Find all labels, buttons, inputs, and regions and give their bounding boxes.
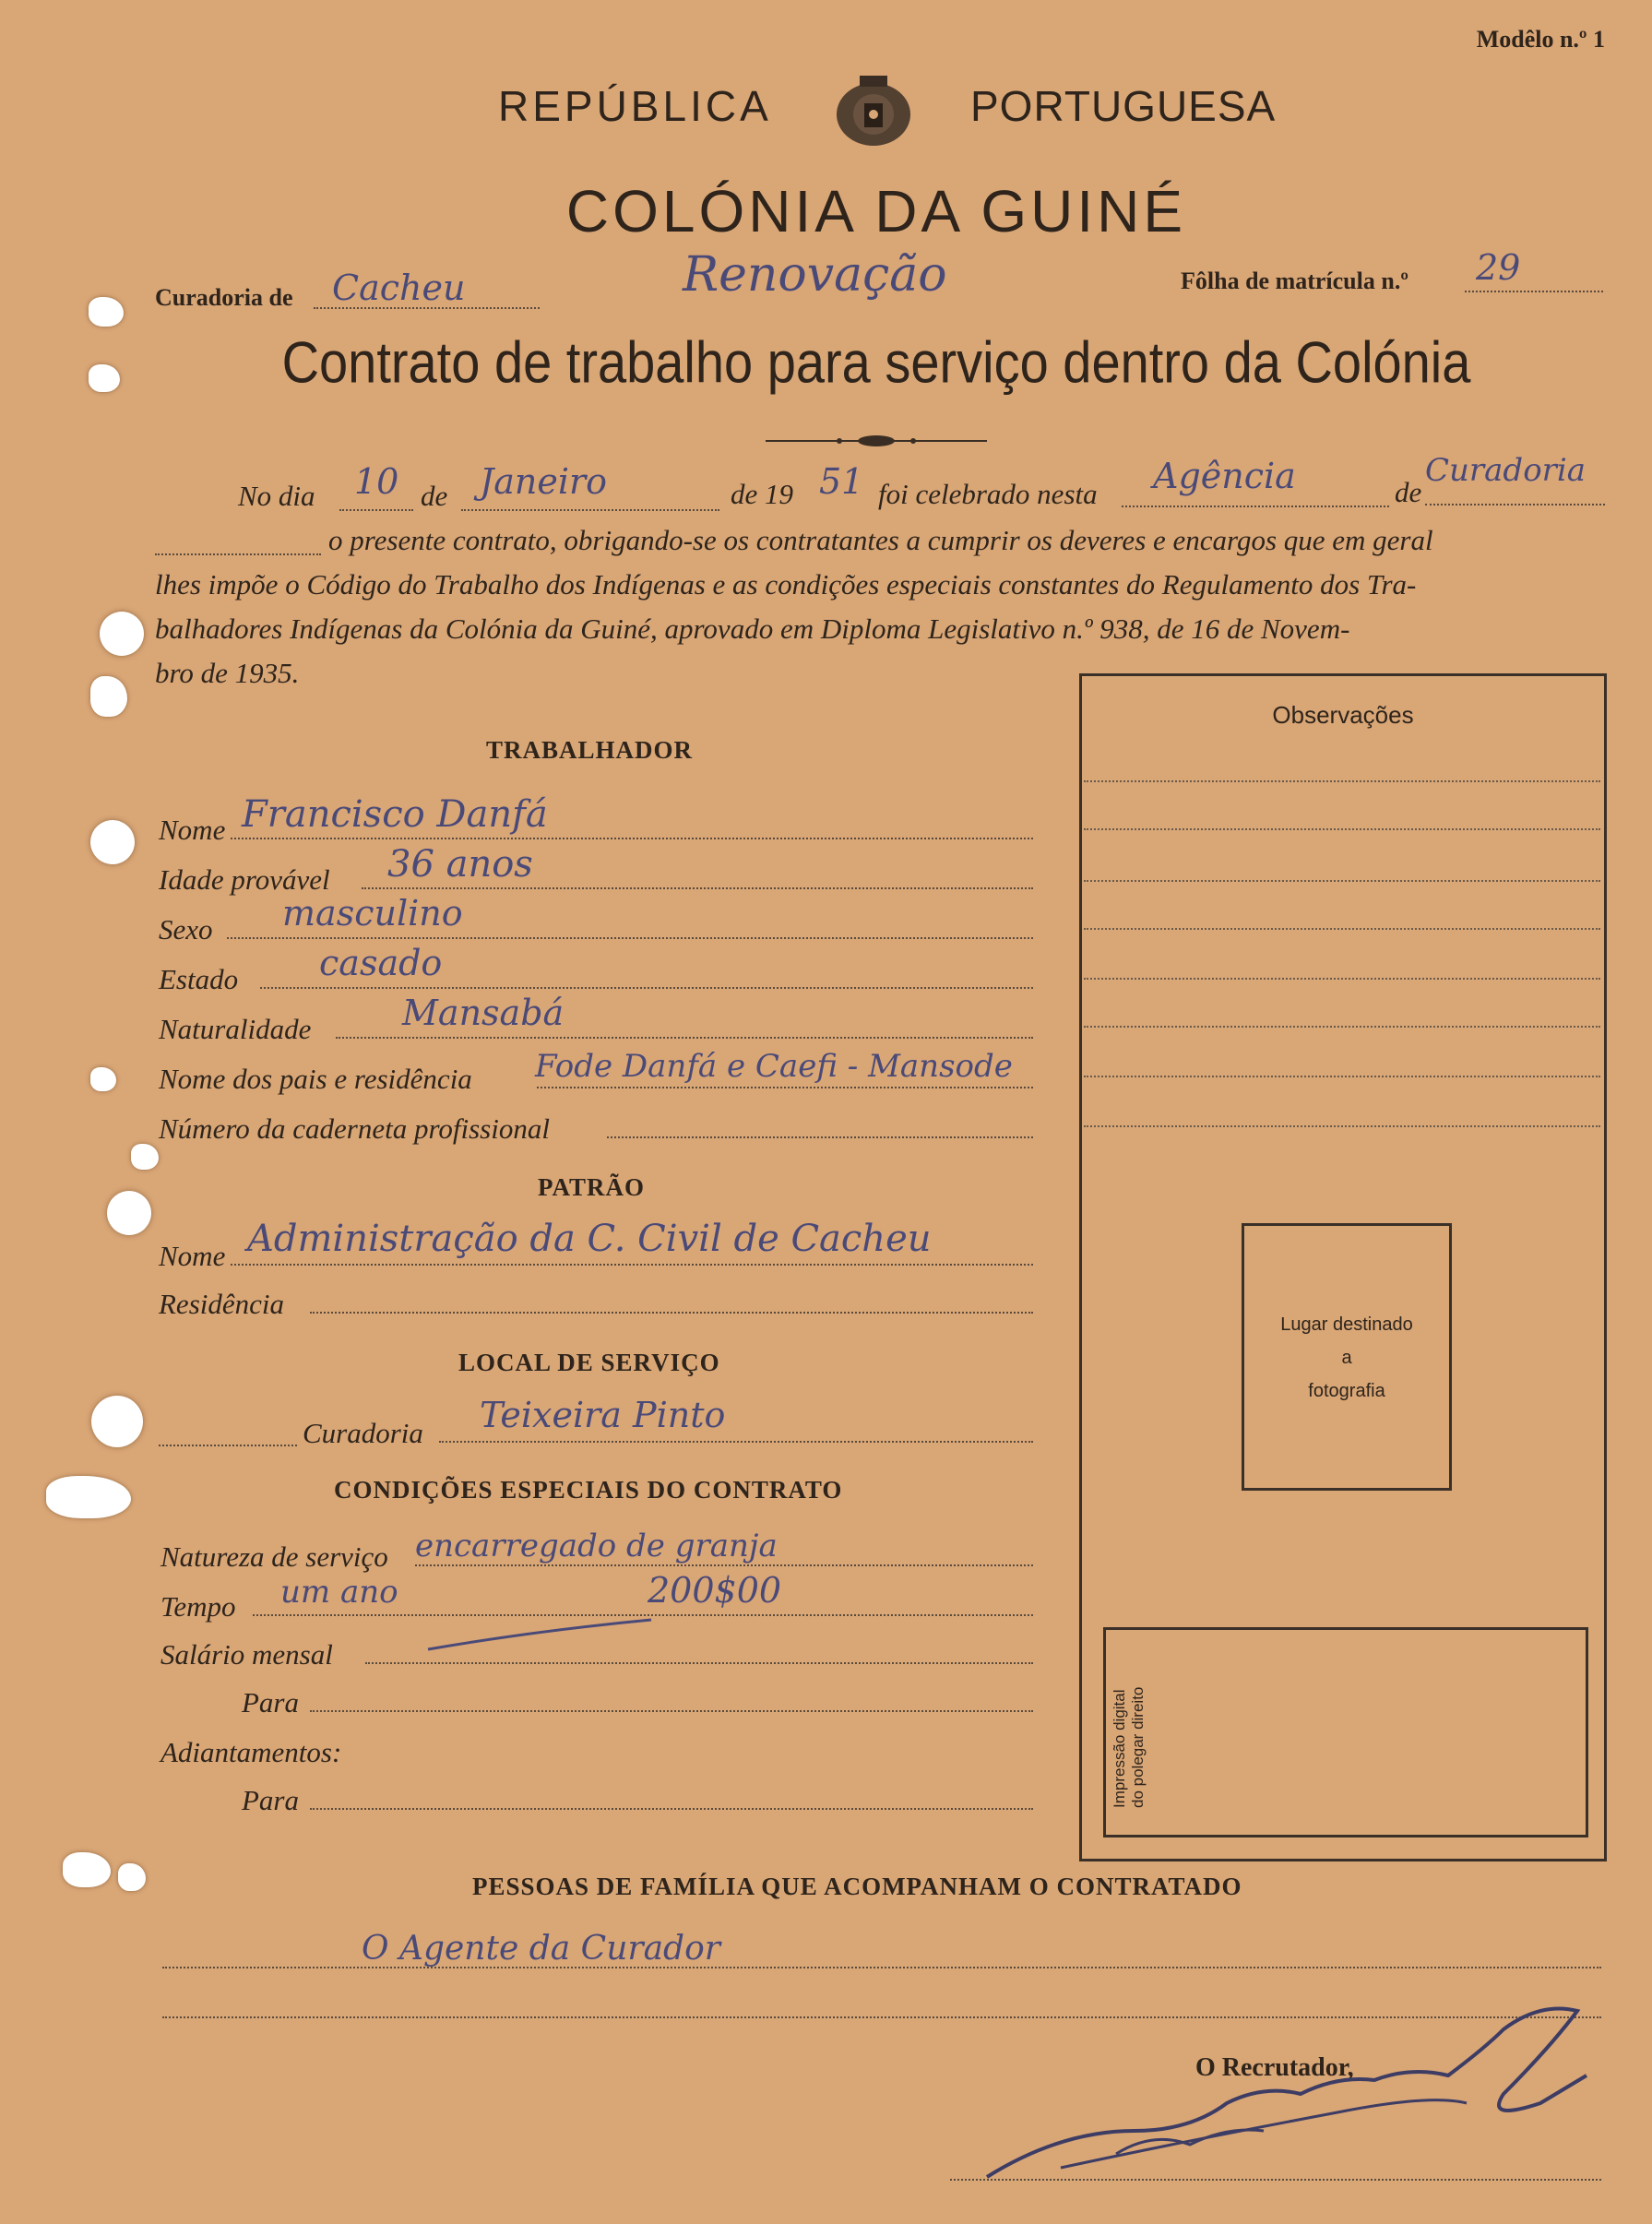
thumbprint-caption (1111, 1623, 1147, 1808)
curadoria-value: Cacheu (332, 268, 466, 308)
familia-heading: PESSOAS DE FAMÍLIA QUE ACOMPANHAM O CONTRATADO (472, 1873, 1242, 1900)
intro-year: 51 (819, 461, 864, 502)
intro-no-dia: No dia (238, 480, 315, 512)
thumbprint-caption-line1: Impressão digital (1111, 1689, 1128, 1808)
condicoes-heading: CONDIÇÕES ESPECIAIS DO CONTRATO (334, 1476, 843, 1504)
worker-name-label: Nome (159, 814, 226, 846)
renovacao-note: Renovação (683, 247, 947, 303)
patrao-residencia-label: Residência (159, 1288, 285, 1320)
photo-caption-line3: fotografia (1308, 1381, 1385, 1401)
photo-caption-line2: a (1341, 1348, 1352, 1368)
tempo-label: Tempo (160, 1590, 236, 1623)
colony-title: COLÓNIA DA GUINÉ (565, 178, 1187, 244)
familia-value: O Agente da Curador (362, 1930, 720, 1968)
patrao-name-value: Administração da C. Civil de Cacheu (247, 1218, 932, 1260)
intro-line5: bro de 1935. (155, 657, 300, 689)
worker-parents-label: Nome dos pais e residência (159, 1063, 472, 1095)
patrao-name-label: Nome (159, 1240, 226, 1272)
thumbprint-caption-line2: do polegar direito (1129, 1686, 1147, 1808)
local-label: Curadoria (303, 1417, 423, 1449)
header-republica: REPÚBLICA (498, 82, 772, 130)
worker-naturalidade-value: Mansabá (402, 993, 565, 1033)
worker-age-value: 36 anos (387, 843, 533, 886)
worker-parents-value: Fode Danfá e Caefi - Mansode (535, 1048, 1013, 1085)
worker-naturalidade-label: Naturalidade (159, 1013, 312, 1045)
ornament-divider (766, 432, 987, 450)
trabalhador-heading: TRABALHADOR (486, 736, 694, 764)
para2-label: Para (242, 1784, 299, 1816)
intro-line4: balhadores Indígenas da Colónia da Guiné, aprovado em Diploma Legislativo n.º 938, de 16 de Novem- (155, 612, 1350, 645)
paper-tear (118, 1863, 146, 1891)
contract-title: Contrato de trabalho para serviço dentro da Colónia (281, 329, 1471, 395)
coat-of-arms-icon (823, 70, 924, 153)
punch-hole (91, 1396, 143, 1447)
photo-caption-line1: Lugar destinado (1280, 1314, 1413, 1335)
punch-hole (90, 820, 135, 864)
worker-estado-value: casado (319, 943, 443, 983)
local-value: Teixeira Pinto (480, 1395, 726, 1435)
worker-sex-value: masculino (282, 893, 463, 934)
header-portuguesa: PORTUGUESA (970, 82, 1277, 130)
intro-de1: de (421, 480, 448, 512)
adiantamentos-label: Adiantamentos: (160, 1736, 342, 1768)
model-number: Modêlo n.º 1 (1476, 26, 1605, 53)
worker-name-value: Francisco Danfá (242, 793, 548, 836)
paper-tear (90, 676, 127, 717)
paper-tear (46, 1476, 131, 1518)
folha-label: Fôlha de matrícula n.º (1181, 268, 1408, 294)
tempo-amount: 200$00 (648, 1570, 782, 1611)
intro-line2: o presente contrato, obrigando-se os contratantes a cumprir os deveres e encargos que em geral (328, 524, 1433, 556)
punch-hole (107, 1191, 151, 1235)
worker-age-label: Idade provável (159, 863, 330, 896)
thumbprint-box (1103, 1627, 1588, 1837)
patrao-heading: PATRÃO (538, 1173, 645, 1201)
paper-tear (63, 1852, 111, 1887)
signature-mark (950, 1992, 1614, 2195)
salario-label: Salário mensal (160, 1638, 333, 1671)
paper-tear (131, 1144, 159, 1170)
punch-hole (100, 612, 144, 656)
natureza-value: encarregado de granja (415, 1528, 778, 1564)
worker-estado-label: Estado (159, 963, 239, 995)
paper-tear (90, 1067, 116, 1091)
pen-stroke (424, 1616, 655, 1653)
intro-month: Janeiro (480, 461, 608, 502)
worker-sex-label: Sexo (159, 913, 213, 945)
photo-caption (1242, 1308, 1452, 1408)
paper-tear (89, 364, 120, 392)
local-heading: LOCAL DE SERVIÇO (458, 1349, 720, 1376)
para1-label: Para (242, 1686, 299, 1719)
curadoria-label: Curadoria de (155, 284, 293, 311)
worker-caderneta-label: Número da caderneta profissional (159, 1112, 550, 1145)
paper-tear (89, 297, 124, 327)
intro-place: Agência (1153, 456, 1296, 496)
intro-day: 10 (354, 461, 399, 502)
intro-celebrado: foi celebrado nesta (878, 478, 1098, 510)
natureza-label: Natureza de serviço (160, 1540, 388, 1573)
folha-value: 29 (1476, 247, 1521, 288)
intro-de2: de 19 (731, 478, 794, 510)
tempo-value: um ano (280, 1574, 398, 1611)
intro-place2: Curadoria (1425, 452, 1587, 489)
observacoes-title: Observações (1272, 701, 1414, 729)
recrutador-label: O Recrutador, (1195, 2053, 1354, 2082)
intro-de3: de (1395, 476, 1422, 508)
intro-line3: lhes impõe o Código do Trabalho dos Indígenas e as condições especiais constantes do Regulamento dos Tra- (155, 568, 1417, 601)
